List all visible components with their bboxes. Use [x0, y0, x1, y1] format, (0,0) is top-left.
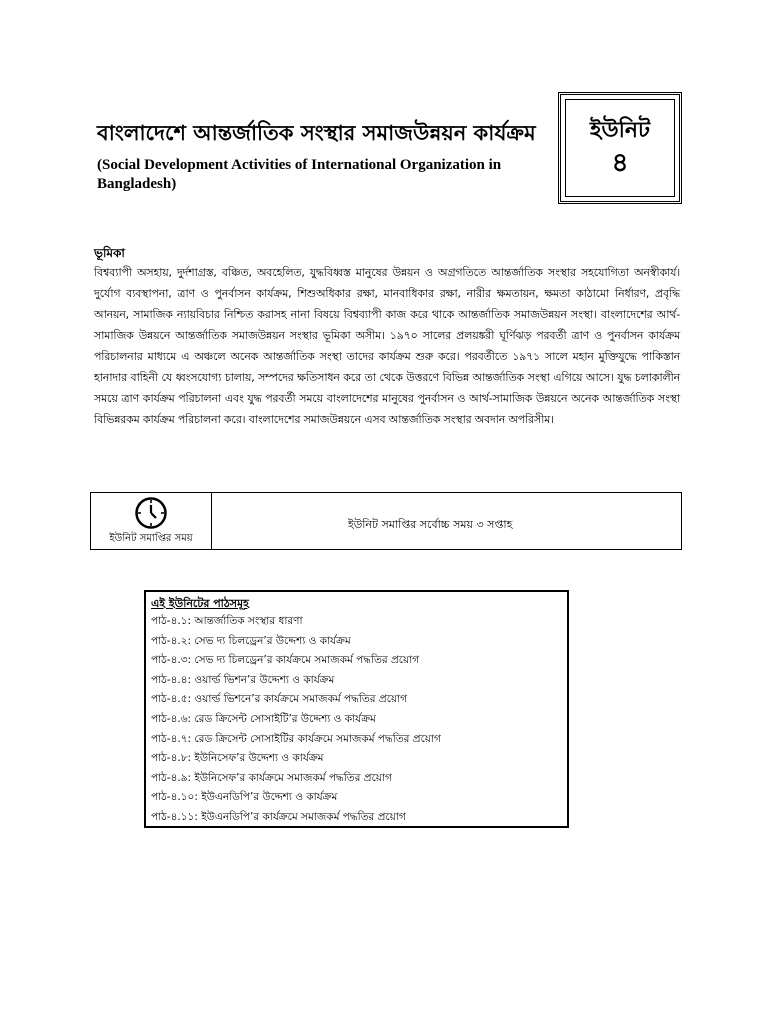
- lesson-item: পাঠ-৪.৩: সেভ দ্য চিলড্রেন’র কার্যক্রমে সমাজকর্ম পদ্ধতির প্রয়োগ: [151, 654, 420, 667]
- lesson-item: পাঠ-৪.১০: ইউএনডিপি’র উদ্দেশ্য ও কার্যক্রম: [151, 791, 338, 804]
- lesson-item: পাঠ-৪.৫: ওয়ার্ল্ড ভিশনে’র কার্যক্রমে সমাজকর্ম পদ্ধতির প্রয়োগ: [151, 693, 408, 706]
- clock-icon: [134, 496, 168, 530]
- unit-duration-label: ইউনিট সমাপ্তির সময়: [109, 533, 193, 544]
- unit-duration-box: [90, 492, 682, 550]
- lesson-item: পাঠ-৪.৭: রেড ক্রিসেন্ট সোসাইটির কার্যক্রমে সমাজকর্ম পদ্ধতির প্রয়োগ: [151, 732, 441, 745]
- lessons-list: [151, 612, 562, 828]
- lesson-item: পাঠ-৪.৪: ওয়ার্ল্ড ভিশন’র উদ্দেশ্য ও কার্যক্রম: [151, 673, 335, 686]
- unit-badge-number: ৪: [611, 148, 629, 178]
- lesson-item: পাঠ-৪.৯: ইউনিসেফ’র কার্যক্রমে সমাজকর্ম পদ্ধতির প্রয়োগ: [151, 771, 392, 784]
- intro-heading: ভূমিকা: [94, 246, 125, 260]
- unit-duration-cell: [91, 493, 212, 549]
- lesson-item: পাঠ-৪.১১: ইউএনডিপি’র কার্যক্রমে সমাজকর্ম পদ্ধতির প্রয়োগ: [151, 810, 406, 823]
- lesson-item: পাঠ-৪.৬: রেড ক্রিসেন্ট সোসাইটি’র উদ্দেশ্য ও কার্যক্রম: [151, 712, 376, 725]
- lesson-item: পাঠ-৪.১: আন্তর্জাতিক সংস্থার ধারণা: [151, 615, 303, 627]
- unit-title: বাংলাদেশে আন্তর্জাতিক সংস্থার সমাজউন্নয়ন কার্যক্রম: [97, 121, 536, 145]
- lessons-heading: এই ইউনিটের পাঠসমূহ: [151, 597, 249, 610]
- intro-paragraph: বিশ্বব্যাপী অসহায়, দুর্দশাগ্রস্ত, বঞ্চিত, অবহেলিত, যুদ্ধবিধ্বস্ত মানুষের উন্নয়ন ও অগ্রগতিতে আন্তর্জাতিক সংস্থার সহযোগিতা অনস্বীকার্য। দুর্যোগ ব্যবস্থাপনা, ত্রাণ ও পুনর্বাসন কার্যক্রম, শিশুঅধিকার রক্ষা, মানবাধিকার রক্ষা, নারীর ক্ষমতায়ন, ক্ষমতা কাঠামো নির্ধারণ, প্রবৃদ্ধি আনয়ন, সামাজিক ন্যায়বিচার নিশ্চিত করাসহ নানা বিষয়ে বিশ্বব্যাপী কাজ করে থাকে আন্তর্জাতিক সমাজউন্নয়ন সংস্থা। বাংলাদেশের আর্থ-সামাজিক উন্নয়নে আন্তর্জাতিক সমাজউন্নয়ন সংস্থার ভূমিকা অসীম। ১৯৭০ সালের প্রলয়ঙ্করী ঘূর্ণিঝড় পরবর্তী ত্রাণ ও পুনর্বাসন কার্যক্রম পরিচালনার মাধ্যমে এ অঞ্চলে অনেক আন্তর্জাতিক সংস্থা তাদের কার্যক্রম শুরু করে। পরবর্তীতে ১৯৭১ সালে মহান মুক্তিযুদ্ধে পাকিস্তান হানাদার বাহিনী যে ধ্বংসযোগ্য চালায়, সম্পদের ক্ষতিসাধন করে তা থেকে উত্তরণে বিভিন্ন আন্তর্জাতিক সংস্থা এগিয়ে আসে। যুদ্ধ চলাকালীন সময়ে ত্রাণ কার্যক্রম পরিচালনা এবং যুদ্ধ পরবর্তী সময়ে বাংলাদেশের মানুষের পুনর্বাসন ও আর্থ-সামাজিক উন্নয়নে অনেক আন্তর্জাতিক সংস্থা বিভিন্নরকম কার্যক্রম পরিচালনা করে। বাংলাদেশের সমাজউন্নয়নে এসব আন্তর্জাতিক সংস্থার অবদান অপরিসীম।: [94, 266, 680, 426]
- lesson-item: পাঠ-৪.৮: ইউনিসেফ’র উদ্দেশ্য ও কার্যক্রম: [151, 752, 324, 765]
- unit-badge-label: ইউনিট: [590, 118, 650, 143]
- lesson-item: পাঠ-৪.২: সেভ দ্য চিলড্রেন’র উদ্দেশ্য ও কার্যক্রম: [151, 634, 351, 647]
- unit-badge: [558, 92, 682, 204]
- lessons-box: [144, 590, 569, 828]
- unit-subtitle: (Social Development Activities of International Organization in Bangladesh): [97, 157, 502, 192]
- unit-duration-text: ইউনিট সমাপ্তির সর্বোচ্চ সময় ৩ সপ্তাহ: [348, 517, 513, 531]
